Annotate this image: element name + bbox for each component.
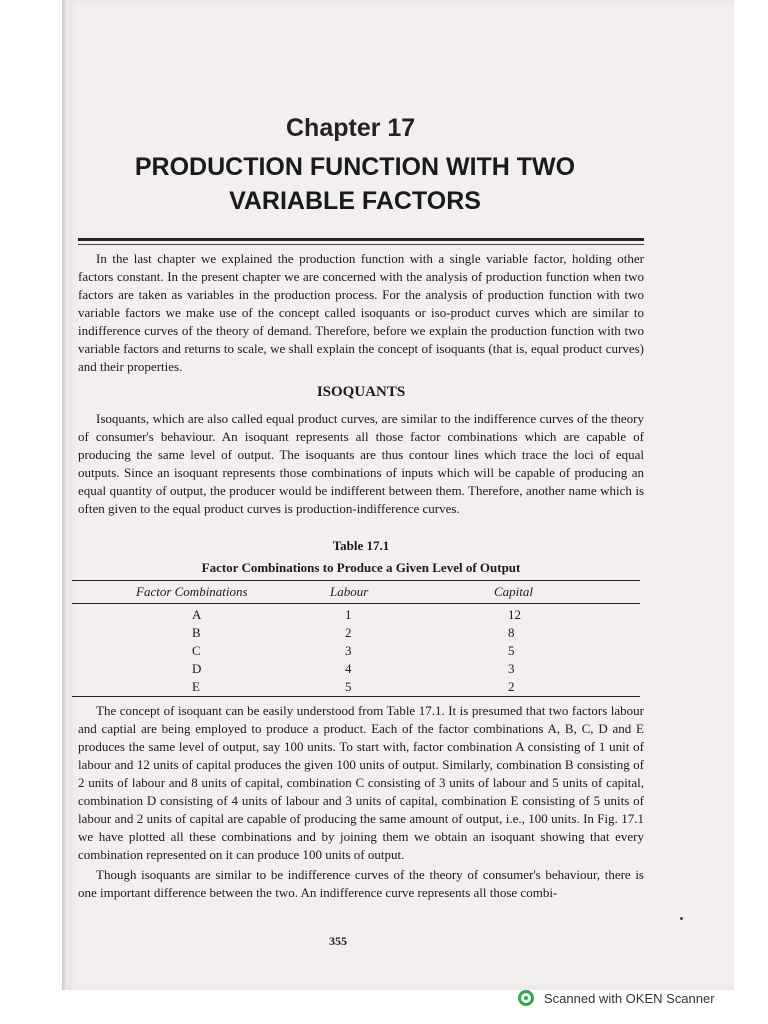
table-cell-capital: 8 <box>508 625 515 640</box>
table-row <box>0 661 768 678</box>
table-row <box>0 625 768 642</box>
scanner-logo-icon <box>518 990 534 1006</box>
isoquants-text: Isoquants, which are also called equal product curves, are similar to the indifference curves of the theory of consumer's behaviour. An isoquant represents all those factor combinations which are capable of producing the same level of output. The isoquants are thus contour lines which trace the loci of equal outputs. Since an isoquant represents those combinations of inputs which will be capable of producing an equal quantity of output, the producer would be indifferent between them. Therefore, another name which is often given to the equal product curves is production-indifference curves. <box>78 411 644 516</box>
table-cell-labour: 3 <box>345 643 352 658</box>
table-cell-capital: 5 <box>508 643 515 658</box>
table-header-rule <box>72 603 640 604</box>
table-header-combinations: Factor Combinations <box>136 584 248 599</box>
table-cell-combination: A <box>192 607 202 622</box>
title-rule <box>78 238 644 241</box>
table-cell-capital: 3 <box>508 661 515 676</box>
table-cell-labour: 2 <box>345 625 352 640</box>
table-header-capital: Capital <box>494 584 534 599</box>
table-cell-labour: 5 <box>345 679 352 694</box>
table-row <box>0 679 768 696</box>
table-cell-combination: C <box>192 643 201 658</box>
table-cell-labour: 1 <box>345 607 352 622</box>
scan-speck <box>680 917 683 920</box>
table-cell-combination: B <box>192 625 201 640</box>
table-top-rule <box>72 580 640 581</box>
table-cell-combination: D <box>192 661 202 676</box>
scanner-text: Scanned with OKEN Scanner <box>544 990 715 1006</box>
table-caption: Factor Combinations to Produce a Given Level of Output <box>201 560 521 575</box>
intro-text: In the last chapter we explained the production function with a single variable factor, holding other factors constant. In the present chapter we are concerned with the analysis of production function when two factors are taken as variables in the production process. For the analysis of production function with two variable factors we make use of the concept called isoquants or iso-product curves which are similar to indifference curves of the theory of demand. Therefore, before we explain the production function with two variable factors and returns to scale, we shall explain the concept of isoquants (that is, equal product curves) and their properties. <box>78 251 644 374</box>
intro-paragraph <box>78 250 644 376</box>
table-row <box>0 607 768 624</box>
page-spine-shadow <box>62 0 68 990</box>
title-rule-thin <box>78 244 644 245</box>
body-paragraph: The concept of isoquant can be easily understood from Table 17.1. It is presumed that two factors labour and captial are being employed to produce a product. Each of the factor combinations A, B, C, D and E produces the same level of output, say 100 units. To start with, factor combination A consisting of 1 unit of labour and 12 units of capital produces the given 100 units of output. Similarly, combination B consisting of 2 units of labour and 8 units of capital, combination C consisting of 3 units of labour and 5 units of capital, combination D consisting of 4 units of labour and 3 units of capital, combination E consisting of 5 units of labour and 2 units of capital are capable of producing the same amount of output, i.e., 100 units. In Fig. 17.1 we have plotted all these combinations and by joining them we obtain an isoquant showing that every combination represented on it can produce 100 units of output. <box>78 703 644 862</box>
table-bottom-rule <box>72 696 640 697</box>
body-paragraph: Though isoquants are similar to be indifference curves of the theory of consumer's behaviour, there is one important difference between the two. An indifference curve represents all those combi- <box>78 867 644 900</box>
table-header-labour: Labour <box>330 584 369 599</box>
table-title: Table 17.1 <box>332 538 390 553</box>
table-cell-capital: 2 <box>508 679 515 694</box>
chapter-title: PRODUCTION FUNCTION WITH TWO VARIABLE FACTORS <box>134 153 576 215</box>
body-paragraphs <box>78 702 644 902</box>
table-row <box>0 643 768 660</box>
table-cell-combination: E <box>192 679 200 694</box>
scanner-watermark <box>518 990 715 1006</box>
table-cell-labour: 4 <box>345 661 352 676</box>
isoquants-paragraph <box>78 410 644 518</box>
table-cell-capital: 12 <box>508 607 521 622</box>
chapter-label: Chapter 17 <box>286 114 416 142</box>
page-number: 355 <box>329 934 347 948</box>
section-heading: ISOQUANTS <box>316 384 406 400</box>
